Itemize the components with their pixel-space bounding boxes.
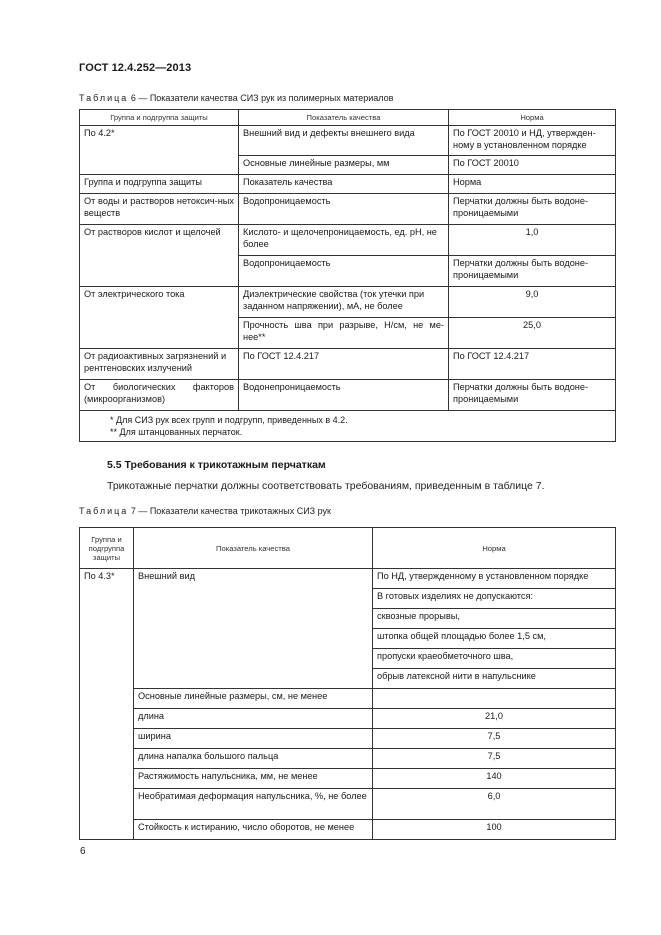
table6-footnotes-row (80, 411, 616, 442)
table6-cell-norm: Перчатки должны быть водоне-проницаемыми (449, 256, 616, 287)
table7-caption-prefix: Таблица (79, 506, 129, 516)
table-row (80, 729, 616, 749)
table6-caption-text: 6 — Показатели качества СИЗ рук из полимерных материалов (130, 93, 394, 103)
table7-cell-norm: штопка общей площадью более 1,5 см, (373, 629, 616, 649)
table-row (80, 769, 616, 789)
table6-col-norm: Норма (449, 110, 616, 126)
table6-cell-norm: По ГОСТ 12.4.217 (449, 349, 616, 380)
table-row (80, 820, 616, 840)
table6-caption-prefix: Таблица (79, 93, 129, 103)
table6-cell-group: От биологических факторов (микроорганизмов) (80, 380, 239, 411)
table6-cell-norm: 9,0 (449, 287, 616, 318)
table7-cell-norm: 6,0 (373, 789, 616, 820)
table7-col-indicator: Показатель качества (134, 528, 373, 569)
table7-cell-indicator: Растяжимость напульсника, мм, не менее (134, 769, 373, 789)
table7-header-row (80, 528, 616, 569)
table-row (80, 569, 616, 589)
table7-cell-norm: 7,5 (373, 749, 616, 769)
table6-cell-indicator: Показатель качества (239, 175, 449, 194)
table-row (80, 287, 616, 318)
table6-cell-group: По 4.2* (80, 126, 239, 175)
table7-col-norm: Норма (373, 528, 616, 569)
table-row (80, 194, 616, 225)
table6-caption (79, 93, 393, 103)
table6-cell-group: От воды и растворов нетоксич-ных веществ (80, 194, 239, 225)
table6-cell-indicator: Внешний вид и дефекты внешнего вида (239, 126, 449, 156)
table-7 (79, 527, 616, 840)
table7-cell-indicator: Внешний вид (134, 569, 373, 689)
table7-cell-indicator: Необратимая деформация напульсника, %, не более (134, 789, 373, 820)
table6-cell-group: Группа и подгруппа защиты (80, 175, 239, 194)
table7-cell-indicator: Стойкость к истиранию, число оборотов, не менее (134, 820, 373, 840)
table-row (80, 175, 616, 194)
table6-cell-norm: 1,0 (449, 225, 616, 256)
table6-cell-indicator: Кислото- и щелочепроницаемость, ед. pH, не более (239, 225, 449, 256)
table6-cell-norm: По ГОСТ 20010 и НД, утвержден-ному в установленном порядке (449, 126, 616, 156)
table7-cell-indicator: длина (134, 709, 373, 729)
table7-cell-norm: 7,5 (373, 729, 616, 749)
table6-cell-norm: 25,0 (449, 318, 616, 349)
table6-col-group: Группа и подгруппа защиты (80, 110, 239, 126)
section-title: 5.5 Требования к трикотажным перчаткам (107, 459, 326, 471)
table7-caption-text: 7 — Показатели качества трикотажных СИЗ рук (130, 506, 331, 516)
document-header: ГОСТ 12.4.252—2013 (79, 62, 192, 74)
table6-cell-norm: По ГОСТ 20010 (449, 156, 616, 175)
table-row (80, 749, 616, 769)
table6-cell-indicator: Основные линейные размеры, мм (239, 156, 449, 175)
table6-col-indicator: Показатель качества (239, 110, 449, 126)
table6-footnotes (80, 411, 616, 442)
table7-cell-norm (373, 689, 616, 709)
table-row (80, 380, 616, 411)
table7-cell-group: По 4.3* (80, 569, 134, 840)
table7-cell-norm: 21,0 (373, 709, 616, 729)
table7-cell-norm: 100 (373, 820, 616, 840)
section-paragraph: Трикотажные перчатки должны соответствовать требованиям, приведенным в таблице 7. (107, 480, 545, 492)
table6-cell-group: От растворов кислот и щелочей (80, 225, 239, 287)
footnote: * Для СИЗ рук всех групп и подгрупп, приведенных в 4.2. (110, 415, 348, 425)
table7-cell-norm: 140 (373, 769, 616, 789)
table6-cell-indicator: Водонепроницаемость (239, 380, 449, 411)
table7-cell-norm: пропуски краеобметочного шва, (373, 649, 616, 669)
table7-cell-norm: По НД, утвержденному в установленном порядке (373, 569, 616, 589)
table6-cell-indicator: Водопроницаемость (239, 256, 449, 287)
table6-header-row (80, 110, 616, 126)
table6-cell-indicator: Прочность шва при разрыве, Н/см, не ме-нее** (239, 318, 449, 349)
table7-cell-norm: обрыв латексной нити в напульснике (373, 669, 616, 689)
table7-cell-indicator: Основные линейные размеры, см, не менее (134, 689, 373, 709)
table6-cell-norm: Норма (449, 175, 616, 194)
table-6 (79, 109, 616, 442)
table-row (80, 126, 616, 156)
table6-cell-indicator: Диэлектрические свойства (ток утечки при заданном напряжении), мА, не более (239, 287, 449, 318)
table-row (80, 349, 616, 380)
table7-cell-norm: В готовых изделиях не допускаются: (373, 589, 616, 609)
table7-caption (79, 506, 331, 516)
table-row (80, 789, 616, 820)
table6-cell-indicator: Водопроницаемость (239, 194, 449, 225)
table7-cell-indicator: ширина (134, 729, 373, 749)
table7-cell-norm: сквозные прорывы, (373, 609, 616, 629)
table7-col-group: Группа и подгруппа защиты (80, 528, 134, 569)
table-row (80, 689, 616, 709)
table-row (80, 225, 616, 256)
table6-cell-norm: Перчатки должны быть водоне-проницаемыми (449, 194, 616, 225)
table-row (80, 709, 616, 729)
table6-cell-group: От электрического тока (80, 287, 239, 349)
table7-cell-indicator: длина напалка большого пальца (134, 749, 373, 769)
page-number: 6 (80, 846, 86, 857)
table6-cell-group: От радиоактивных загрязнений и рентгеновских излучений (80, 349, 239, 380)
table6-cell-indicator: По ГОСТ 12.4.217 (239, 349, 449, 380)
table6-cell-norm: Перчатки должны быть водоне-проницаемыми (449, 380, 616, 411)
footnote: ** Для штанцованных перчаток. (110, 426, 243, 437)
